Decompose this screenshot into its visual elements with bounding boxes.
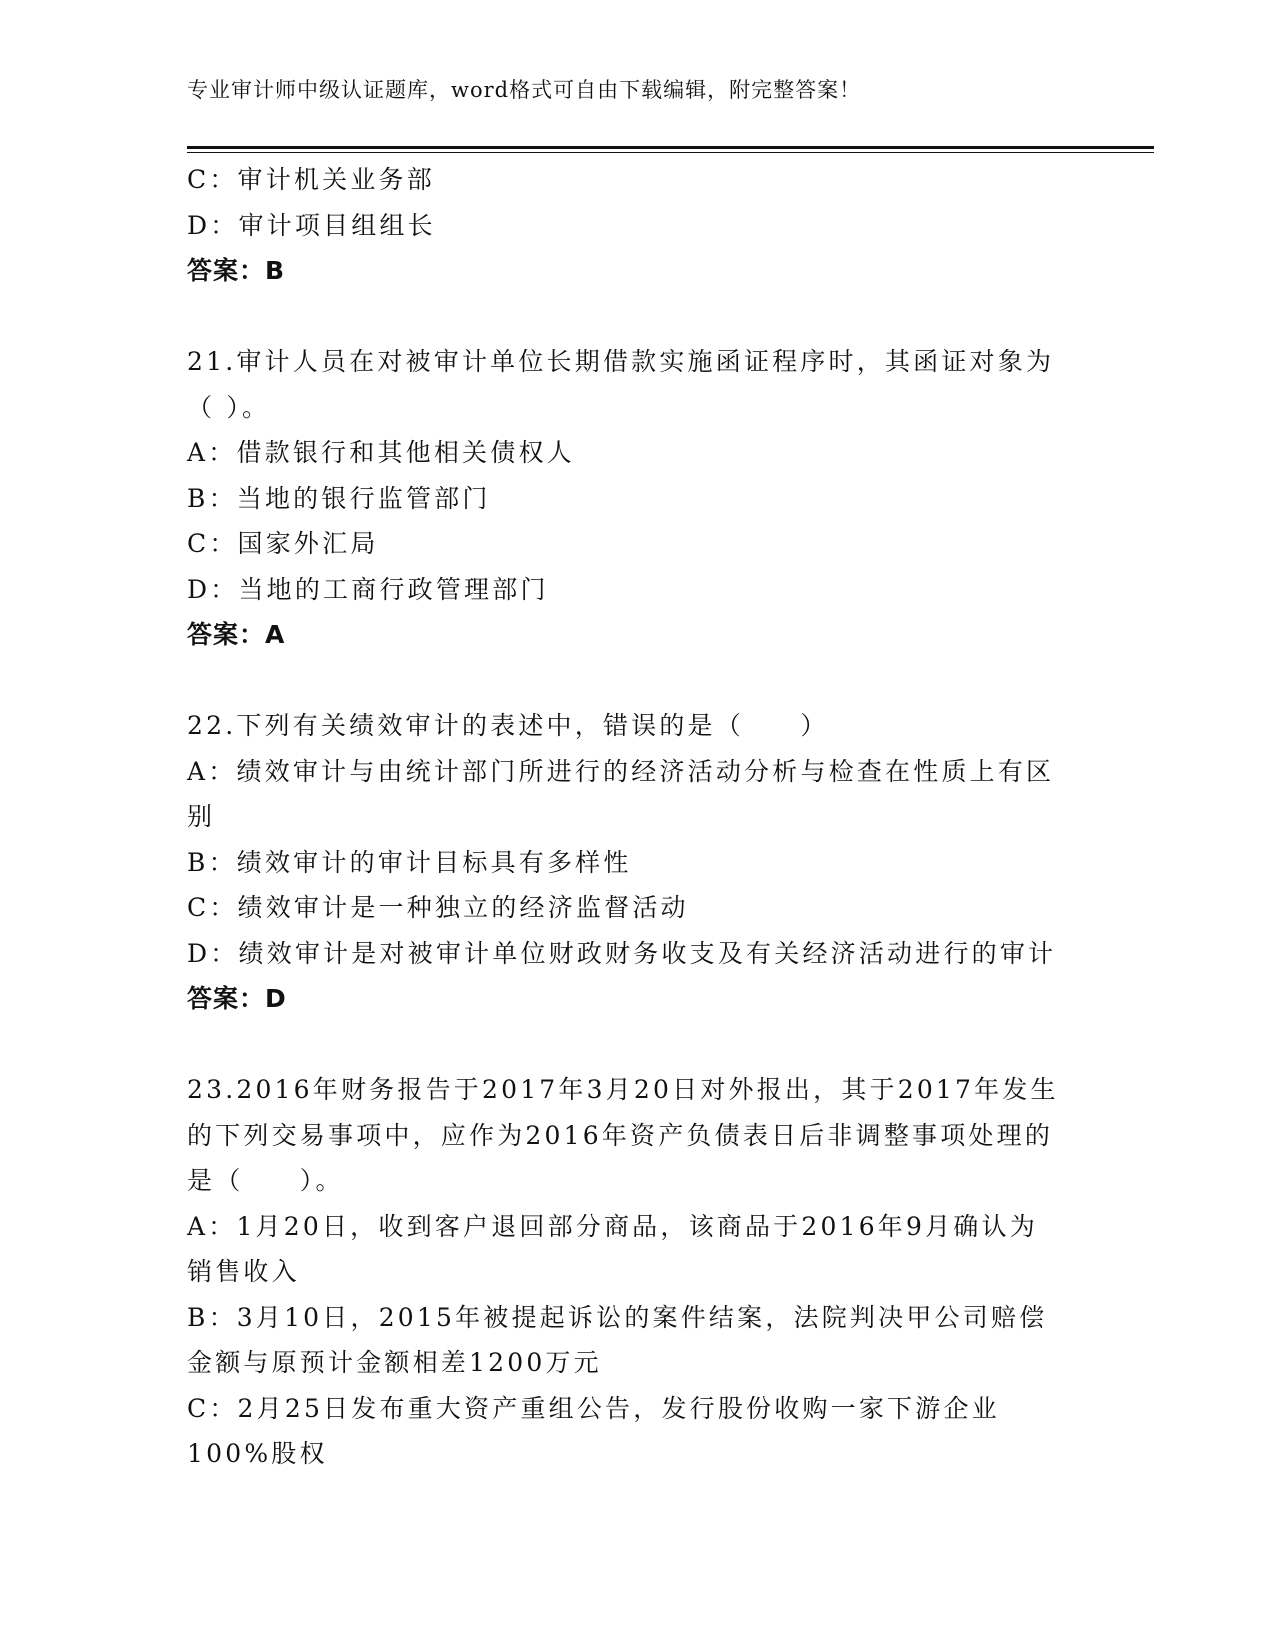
question-stem: 23.2016年财务报告于2017年3月20日对外报出，其于2017年发生 bbox=[187, 1075, 1059, 1104]
header-rule-thick bbox=[187, 146, 1154, 149]
option-line: C：国家外汇局 bbox=[187, 529, 379, 558]
answer-line: 答案：D bbox=[187, 984, 287, 1013]
answer-line: 答案：B bbox=[187, 256, 286, 285]
header-rule-thin bbox=[187, 152, 1154, 153]
question-stem: 21.审计人员在对被审计单位长期借款实施函证程序时，其函证对象为 bbox=[187, 347, 1055, 376]
option-line: C：2月25日发布重大资产重组公告，发行股份收购一家下游企业 bbox=[187, 1393, 1000, 1423]
option-line: D：审计项目组组长 bbox=[187, 210, 436, 240]
question-stem: 的下列交易事项中，应作为2016年资产负债表日后非调整事项处理的 bbox=[187, 1120, 1054, 1150]
page-header: 专业审计师中级认证题库，word格式可自由下载编辑，附完整答案！ bbox=[187, 78, 862, 102]
option-line: 金额与原预计金额相差1200万元 bbox=[187, 1348, 602, 1377]
spacer bbox=[187, 1022, 1087, 1068]
question-stem: 是（ ）。 bbox=[187, 1166, 344, 1195]
option-line: D：当地的工商行政管理部门 bbox=[187, 574, 549, 604]
option-line: 销售收入 bbox=[187, 1257, 300, 1286]
question-stem: 22.下列有关绩效审计的表述中，错误的是（ ） bbox=[187, 711, 829, 740]
option-line: A：1月20日，收到客户退回部分商品，该商品于2016年9月确认为 bbox=[187, 1211, 1038, 1241]
question-content bbox=[187, 157, 1087, 1477]
option-line: C：审计机关业务部 bbox=[187, 165, 435, 194]
spacer bbox=[187, 294, 1087, 340]
option-line: A：借款银行和其他相关债权人 bbox=[187, 438, 575, 467]
option-line: D：绩效审计是对被审计单位财政财务收支及有关经济活动进行的审计 bbox=[187, 938, 1057, 968]
option-line: A：绩效审计与由统计部门所进行的经济活动分析与检查在性质上有区 bbox=[187, 756, 1055, 786]
option-line: B：当地的银行监管部门 bbox=[187, 483, 491, 513]
spacer bbox=[187, 658, 1087, 704]
option-line: C：绩效审计是一种独立的经济监督活动 bbox=[187, 893, 689, 922]
option-line: B：3月10日，2015年被提起诉讼的案件结案，法院判决甲公司赔偿 bbox=[187, 1302, 1048, 1332]
option-line: B：绩效审计的审计目标具有多样性 bbox=[187, 847, 632, 877]
option-line: 别 bbox=[187, 802, 216, 831]
option-line: 100%股权 bbox=[187, 1439, 328, 1468]
question-stem: （ ）。 bbox=[187, 392, 271, 422]
answer-line: 答案：A bbox=[187, 620, 286, 649]
